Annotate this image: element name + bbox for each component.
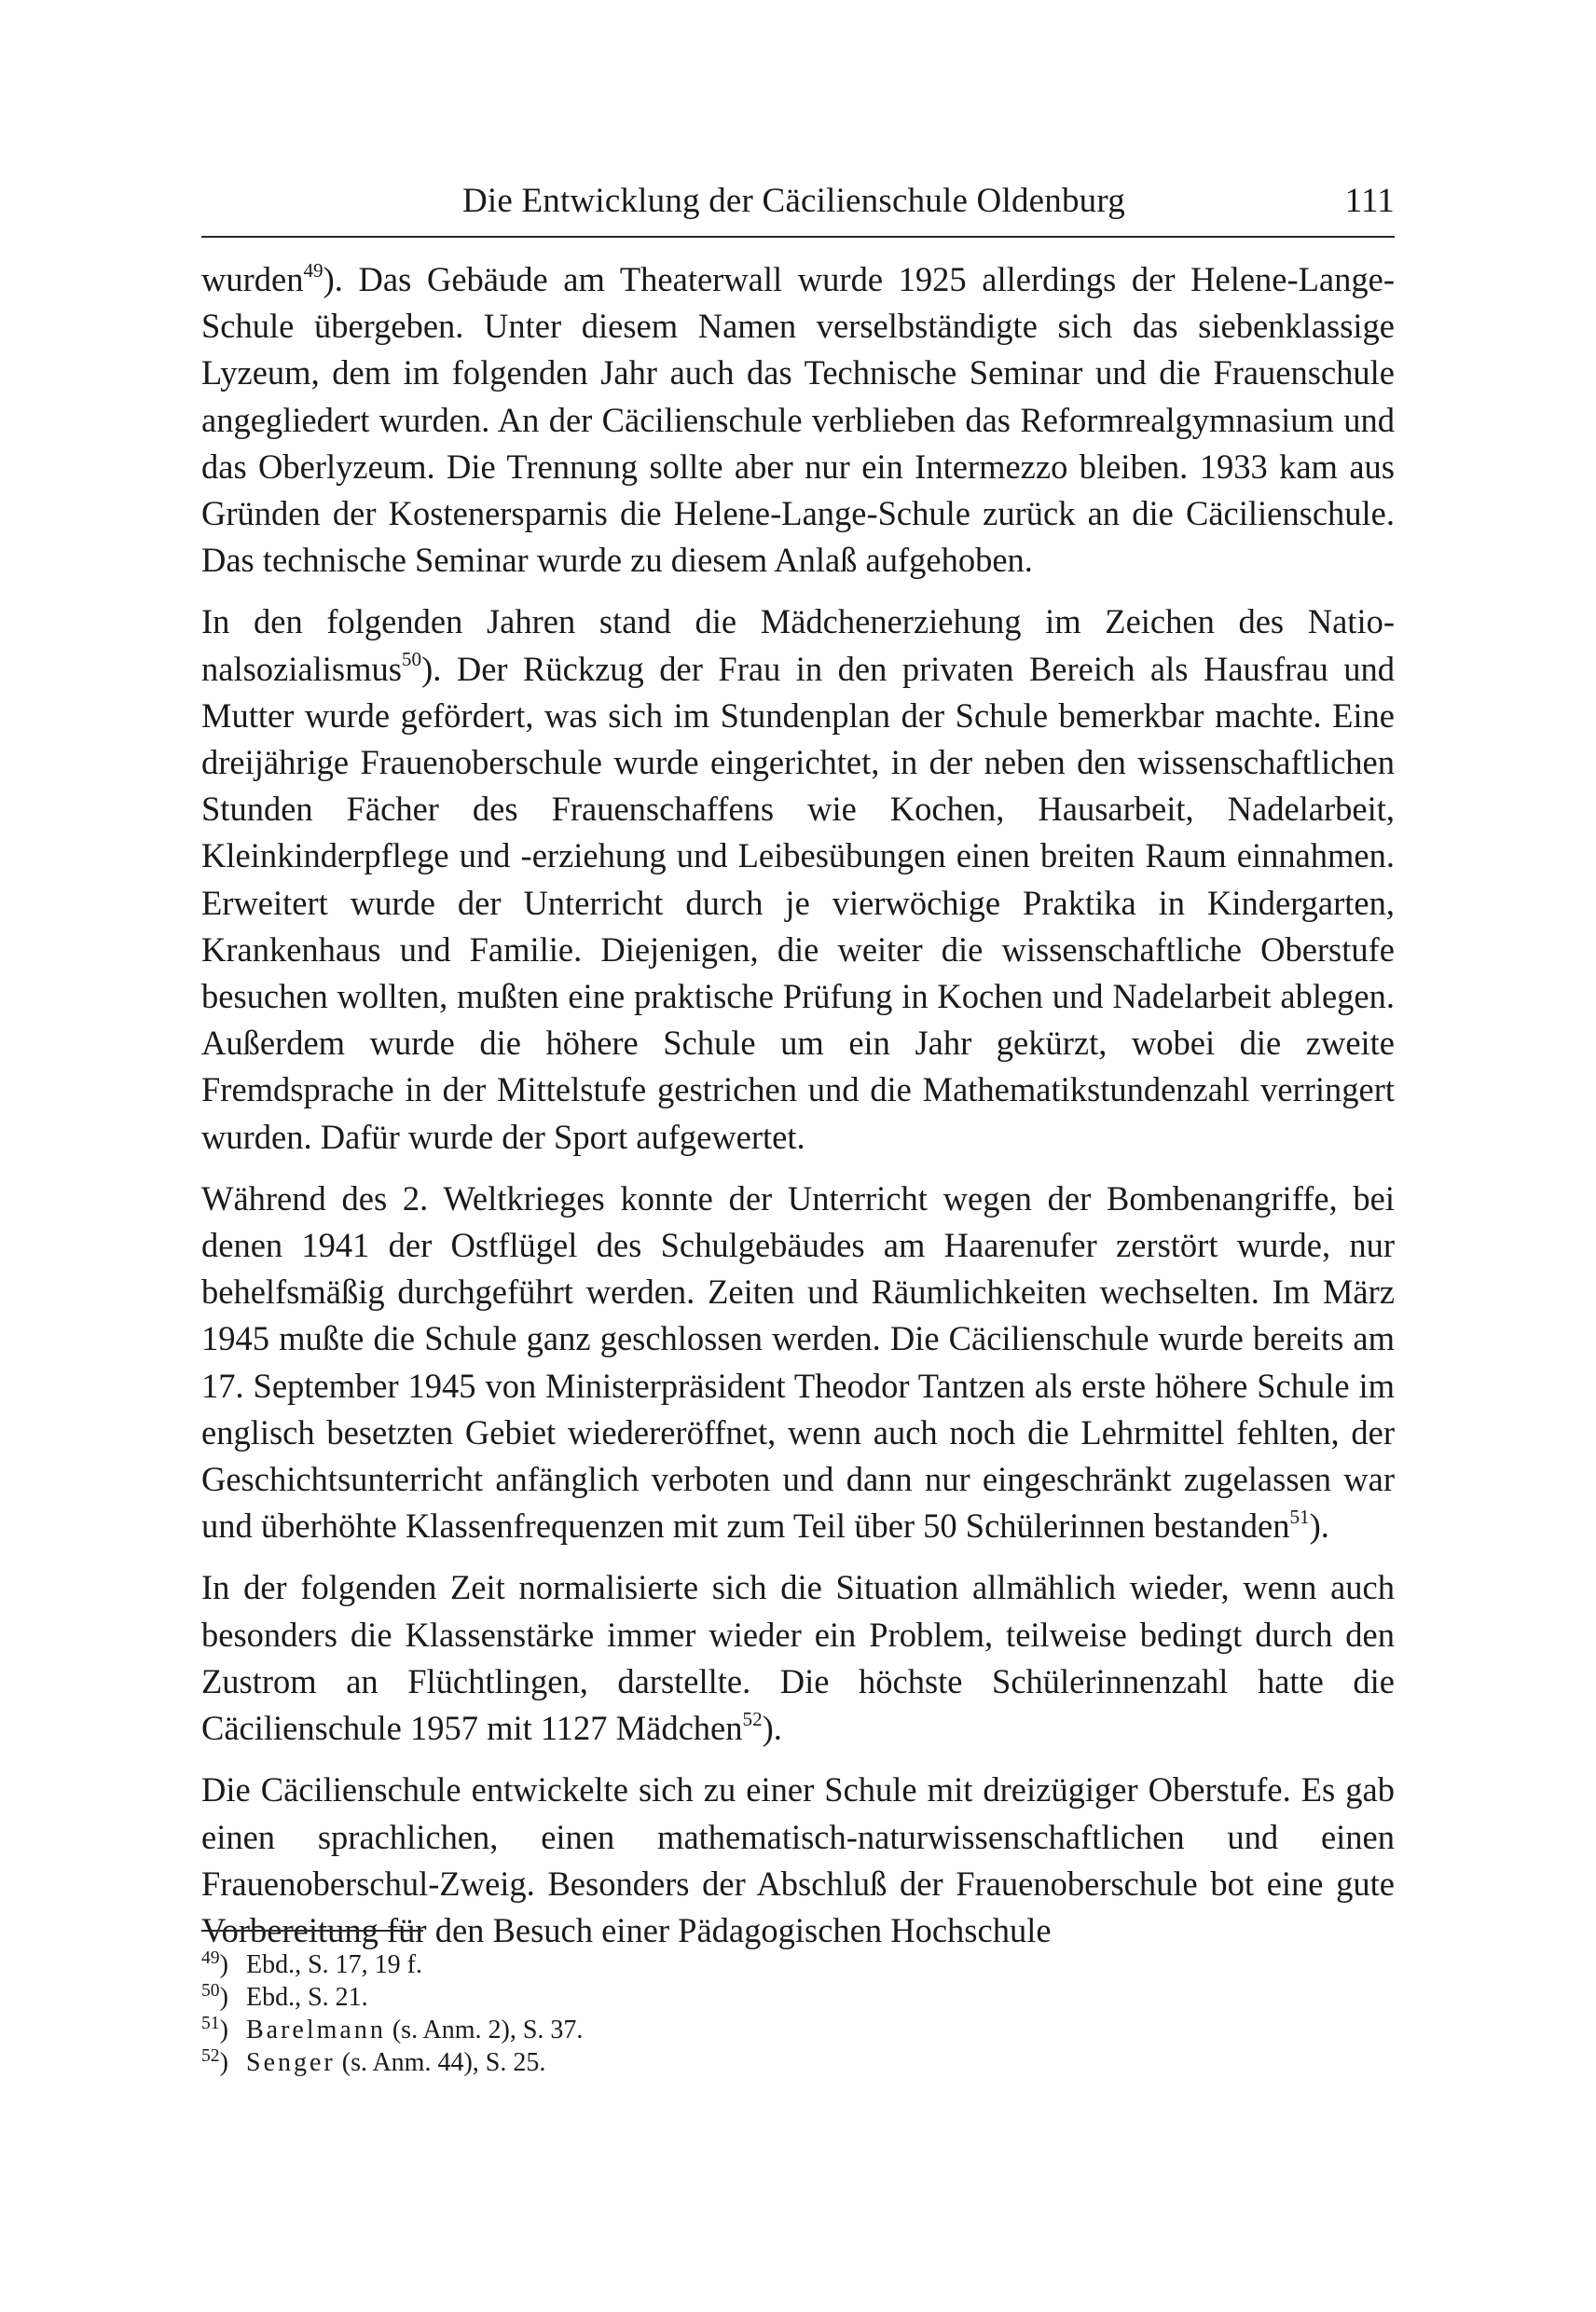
body-paragraph — [201, 1564, 1395, 1752]
footnote-separator — [201, 1930, 423, 1932]
footnote-text — [246, 1981, 368, 2014]
footnote-number-value: 49 — [201, 1948, 220, 1969]
running-head — [201, 173, 1395, 229]
footnote-text — [246, 2014, 583, 2046]
footnote — [201, 1981, 1395, 2014]
text-run: Ebd., S. 17, 19 f. — [246, 1950, 422, 1979]
footnote-number: $^{50}$) — [201, 1981, 228, 2012]
footnote-text — [246, 1948, 422, 1981]
text-run: ). Der Rückzug der Frau in den privaten Bereich als Hausfrau und Mutter wurde gefördert, was sich im Stundenplan der Schule bemerkbar machte. Eine dreijährige Frauenoberschule wurde eingerichtet, in der neben den wissenschaftlichen Stunden Fächer des Frauenschaffens wie Kochen, Hausarbeit, Nadelarbeit, Kleinkinderpflege und -erziehung und Leibesübungen einen breiten Raum einnahmen. Erweitert wurde der Unterricht durch je vierwöchige Praktika in Kindergarten, Krankenhaus und Familie. Diejenigen, die weiter die wissenschaftliche Oberstufe besuchen wollten, mußten eine praktische Prüfung in Kochen und Nadelarbeit ablegen. Außerdem wurde die höhere Schule um ein Jahr gekürzt, wobei die zweite Fremdsprache in der Mittelstufe gestrichen und die Mathematikstundenzahl verringert wurden. Dafür wurde der Sport aufgewertet. — [201, 649, 1395, 1156]
text-run: Die Cäcilienschule entwickelte sich zu einer Schule mit dreizügiger Oberstufe. Es gab einen sprachlichen, einen mathematisch-naturwissenschaftlichen und einen Frauenoberschul-Zweig. Besonders der Abschluß der Frauenoberschule bot eine gute Vorbereitung für den Besuch einer Pädagogischen Hochschule — [201, 1770, 1395, 1949]
footnote — [201, 1948, 1395, 1981]
footnote-number-value: 50 — [201, 1981, 220, 2002]
footnote-text — [246, 2046, 545, 2079]
footnote-number: $^{49}$) — [201, 1948, 228, 1979]
body-paragraph — [201, 1767, 1395, 1954]
footnote-reference: 51 — [1289, 1506, 1310, 1529]
text-run: In den folgenden Jahren stand die Mädchenerziehung im Zeichen des Nationalsozialismus — [201, 602, 1395, 688]
footnote-reference: 49 — [303, 258, 323, 282]
footnote-number: $^{52}$) — [201, 2046, 228, 2077]
running-head-title: Die Entwicklung der Cäcilienschule Oldenburg — [462, 182, 1125, 220]
text-run: ). Das Gebäude am Theaterwall wurde 1925 allerdings der Helene-Lange-Schule übergeben. Unter diesem Namen verselbständigte sich das siebenklassige Lyzeum, dem im folgenden Jahr auch das Technische Seminar und die Frauenschule angegliedert wurden. An der Cäcilienschule verblieben das Reformrealgymnasium und das Oberlyzeum. Die Trennung sollte aber nur ein Intermezzo bleiben. 1933 kam aus Gründen der Kostenersparnis die Helene-Lange-Schule zurück an die Cäcilienschule. Das technische Seminar wurde zu diesem Anlaß aufgehoben. — [201, 260, 1395, 580]
header-rule — [201, 236, 1395, 238]
footnote — [201, 2014, 1395, 2046]
body-text — [201, 256, 1395, 1954]
footnote — [201, 2046, 1395, 2079]
text-run: (s. Anm. 2), S. 37. — [385, 2016, 584, 2044]
body-paragraph — [201, 599, 1395, 1160]
author-name: Senger — [246, 2048, 336, 2077]
footnote-number-value: 51 — [201, 2014, 220, 2034]
text-run: In der folgenden Zeit normalisierte sich die Situation allmählich wieder, wenn auch besonders die Klassenstärke immer wieder ein Problem, teilweise bedingt durch den Zustrom an Flüchtlingen, darstellte. Die höchste Schülerinnenzahl hatte die Cäcilienschule 1957 mit 1127 Mädchen — [201, 1568, 1395, 1748]
footnote-number: $^{51}$) — [201, 2014, 228, 2044]
text-run: Während des 2. Weltkrieges konnte der Unterricht wegen der Bombenangriffe, bei denen 1941 der Ostflügel des Schulgebäudes am Haarenufer zerstört wurde, nur behelfsmäßig durchgeführt werden. Zeiten und Räumlichkeiten wechselten. Im März 1945 mußte die Schule ganz geschlossen werden. Die Cäcilienschule wurde bereits am 17. September 1945 von Ministerpräsident Theodor Tantzen als erste höhere Schule im englisch besetzten Gebiet wiedereröffnet, wenn auch noch die Lehrmittel fehlten, der Geschichtsunterricht anfänglich verboten und dann nur eingeschränkt zugelassen war und überhöhte Klassenfrequenzen mit zum Teil über 50 Schülerinnen bestanden — [201, 1178, 1395, 1546]
text-run: ). — [1309, 1507, 1329, 1546]
text-run: ). — [762, 1709, 782, 1748]
page-number: 111 — [1344, 182, 1395, 220]
footnote-reference: 50 — [401, 648, 422, 671]
text-run: (s. Anm. 44), S. 25. — [335, 2048, 546, 2077]
body-paragraph — [201, 1176, 1395, 1550]
footnotes — [201, 1948, 1395, 2079]
body-paragraph — [201, 256, 1395, 584]
text-run: wurden — [201, 260, 304, 298]
text-run: Ebd., S. 21. — [246, 1983, 368, 2012]
author-name: Barelmann — [246, 2016, 386, 2044]
footnote-number-value: 52 — [201, 2046, 220, 2067]
footnote-reference: 52 — [742, 1707, 763, 1730]
